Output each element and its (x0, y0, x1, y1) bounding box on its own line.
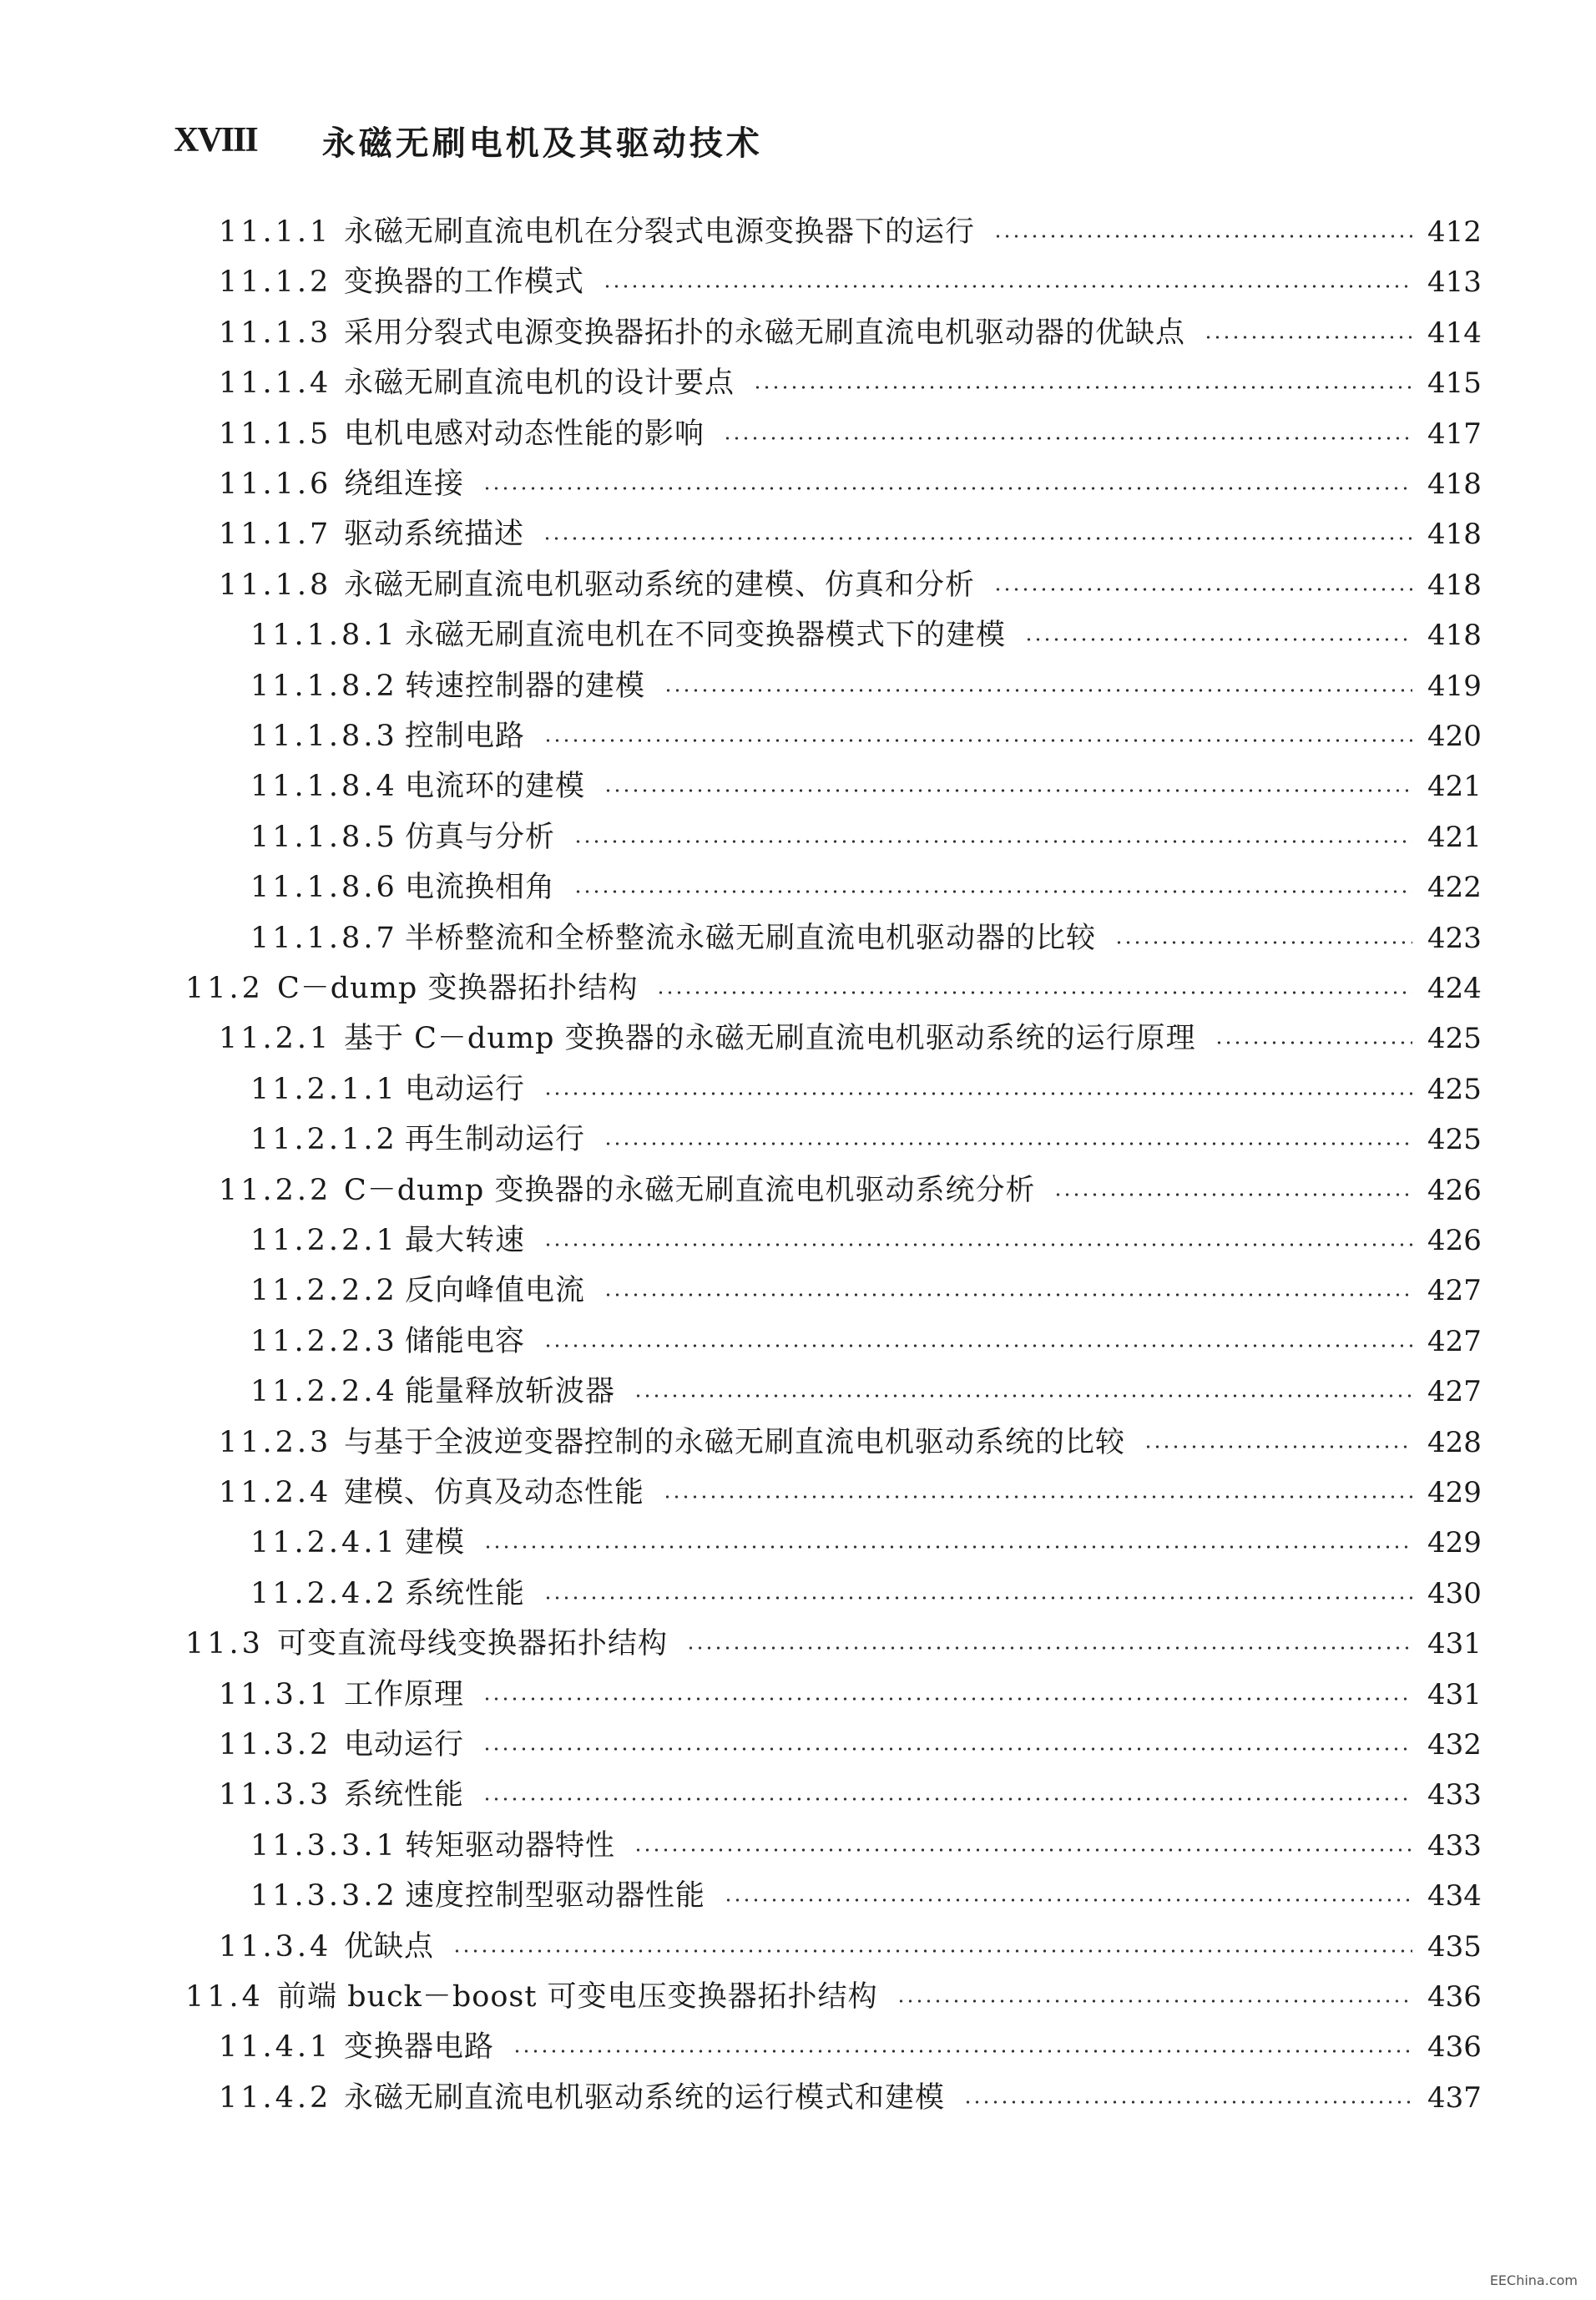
toc-section-number: 11.1.8.1 (250, 619, 398, 653)
toc-entry[interactable] (250, 1871, 1482, 1921)
toc-entry[interactable] (250, 711, 1482, 761)
toc-entry[interactable] (250, 812, 1482, 862)
toc-section-title: 与基于全波逆变器控制的永磁无刷直流电机驱动系统的比较 (344, 1425, 1126, 1459)
toc-section-title: 转速控制器的建模 (405, 669, 646, 703)
toc-section-title: C－dump 变换器拓扑结构 (277, 972, 639, 1005)
toc-section-title: 再生制动运行 (405, 1123, 586, 1157)
toc-page-number: 431 (1427, 1627, 1482, 1661)
toc-page-number: 424 (1427, 972, 1482, 1005)
toc-page-number: 436 (1427, 2030, 1482, 2065)
toc-section-title: C－dump 变换器的永磁无刷直流电机驱动系统分析 (344, 1173, 1036, 1207)
toc-section-title: 驱动系统描述 (344, 518, 525, 552)
toc-entry[interactable] (250, 1064, 1482, 1115)
toc-page-number: 432 (1427, 1728, 1482, 1762)
toc-section-number: 11.2.2.2 (250, 1274, 398, 1308)
toc-page-number: 421 (1427, 770, 1482, 804)
toc-section-number: 11.4.1 (219, 2030, 332, 2065)
toc-dot-leader (482, 1696, 1412, 1702)
toc-page-number: 426 (1427, 1173, 1482, 1207)
toc-section-number: 11.1.1 (219, 215, 332, 249)
toc-section-title: 仿真与分析 (405, 820, 556, 854)
toc-entry[interactable] (250, 661, 1482, 711)
toc-section-title: 能量释放斩波器 (405, 1375, 616, 1409)
toc-section-number: 11.2.1.1 (250, 1072, 398, 1106)
toc-section-number: 11.2.1.2 (250, 1123, 398, 1157)
toc-page-number: 418 (1427, 468, 1482, 501)
toc-section-number: 11.2.2.4 (250, 1375, 398, 1409)
toc-section-number: 11.3.3 (219, 1778, 332, 1812)
toc-entry[interactable] (219, 1014, 1482, 1064)
toc-page-number: 430 (1427, 1576, 1482, 1610)
toc-section-title: 永磁无刷直流电机驱动系统的建模、仿真和分析 (344, 568, 976, 602)
toc-entry[interactable] (250, 1115, 1482, 1165)
toc-page-number: 417 (1427, 417, 1482, 451)
toc-dot-leader (604, 787, 1412, 794)
toc-dot-leader (573, 888, 1412, 895)
toc-section-number: 11.2.2 (219, 1173, 332, 1207)
toc-entry[interactable] (219, 308, 1482, 358)
toc-page-number: 436 (1427, 1980, 1482, 2014)
toc-section-title: 电动运行 (405, 1072, 526, 1106)
toc-dot-leader (483, 1544, 1412, 1550)
toc-page-number: 429 (1427, 1476, 1482, 1509)
toc-entry[interactable] (250, 1518, 1482, 1568)
toc-dot-leader (664, 687, 1412, 694)
toc-dot-leader (452, 1948, 1412, 1954)
toc-page-number: 414 (1427, 316, 1482, 350)
toc-section-title: 半桥整流和全桥整流永磁无刷直流电机驱动器的比较 (405, 921, 1097, 955)
toc-section-number: 11.2.4.2 (250, 1576, 398, 1610)
toc-section-title: 系统性能 (405, 1576, 526, 1610)
toc-dot-leader (634, 1393, 1412, 1399)
toc-dot-leader (1114, 939, 1412, 946)
toc-page-number: 420 (1427, 720, 1482, 753)
toc-section-number: 11.1.6 (219, 468, 332, 501)
toc-section-title: 变换器的工作模式 (344, 265, 585, 300)
toc-section-number: 11.2.4.1 (250, 1526, 398, 1560)
toc-section-number: 11.1.7 (219, 518, 332, 552)
toc-entry[interactable] (219, 1770, 1482, 1820)
toc-entry[interactable] (219, 1418, 1482, 1468)
toc-section-number: 11.2.3 (219, 1425, 332, 1459)
toc-section-title: 电流环的建模 (405, 770, 586, 804)
toc-dot-leader (543, 1090, 1412, 1097)
toc-dot-leader (686, 1645, 1412, 1651)
page-header (174, 115, 763, 165)
toc-section-number: 11.1.2 (219, 265, 332, 300)
toc-dot-leader (482, 1796, 1412, 1802)
toc-entry[interactable] (219, 207, 1482, 257)
toc-entry[interactable] (185, 963, 1482, 1014)
toc-section-title: 电流换相角 (405, 871, 556, 905)
toc-section-title: 绕组连接 (344, 468, 465, 501)
toc-section-title: 可变直流母线变换器拓扑结构 (277, 1627, 669, 1661)
toc-section-title: 转矩驱动器特性 (405, 1828, 616, 1863)
toc-entry[interactable] (250, 1569, 1482, 1619)
toc-entry[interactable] (250, 1821, 1482, 1871)
toc-page-number: 413 (1427, 265, 1482, 300)
toc-section-number: 11.2 (185, 972, 264, 1005)
toc-section-number: 11.3.1 (219, 1677, 332, 1711)
toc-page-number: 434 (1427, 1879, 1482, 1913)
toc-dot-leader (604, 1292, 1412, 1298)
toc-section-number: 11.2.1 (219, 1022, 332, 1056)
toc-page-number: 425 (1427, 1123, 1482, 1157)
toc-page-number: 422 (1427, 871, 1482, 905)
toc-section-title: 反向峰值电流 (405, 1274, 586, 1308)
toc-page-number: 418 (1427, 518, 1482, 552)
toc-dot-leader (543, 1241, 1412, 1248)
toc-section-title: 储能电容 (405, 1324, 526, 1358)
toc-dot-leader (543, 1342, 1412, 1349)
toc-section-title: 工作原理 (344, 1677, 465, 1711)
toc-page-number: 433 (1427, 1778, 1482, 1812)
toc-section-title: 前端 buck－boost 可变电压变换器拓扑结构 (277, 1980, 878, 2014)
toc-dot-leader (1053, 1191, 1412, 1198)
toc-section-title: 永磁无刷直流电机的设计要点 (344, 366, 735, 401)
toc-section-number: 11.1.8.2 (250, 669, 398, 703)
toc-section-number: 11.1.5 (219, 417, 332, 451)
toc-section-title: 变换器电路 (344, 2030, 495, 2065)
toc-dot-leader (724, 1897, 1412, 1903)
toc-dot-leader (604, 1140, 1412, 1147)
toc-entry[interactable] (250, 1266, 1482, 1316)
toc-section-number: 11.2.2.1 (250, 1224, 398, 1257)
toc-section-number: 11.3.3.1 (250, 1828, 398, 1863)
toc-section-number: 11.4 (185, 1980, 264, 2014)
toc-page-number: 433 (1427, 1828, 1482, 1863)
toc-entry[interactable] (219, 2022, 1482, 2072)
toc-section-number: 11.1.8.6 (250, 871, 398, 905)
toc-section-number: 11.1.8.7 (250, 921, 398, 955)
toc-dot-leader (993, 233, 1412, 240)
toc-section-number: 11.1.8 (219, 568, 332, 602)
toc-entry[interactable] (250, 1317, 1482, 1367)
toc-entry[interactable] (219, 1165, 1482, 1216)
toc-entry[interactable] (219, 409, 1482, 459)
toc-page-number: 419 (1427, 669, 1482, 703)
toc-page-number: 425 (1427, 1022, 1482, 1056)
toc-page-number: 426 (1427, 1224, 1482, 1257)
toc-section-title: 基于 C－dump 变换器的永磁无刷直流电机驱动系统的运行原理 (344, 1022, 1196, 1056)
toc-page-number: 423 (1427, 921, 1482, 955)
toc-page-number: 427 (1427, 1375, 1482, 1409)
toc-page-number: 428 (1427, 1425, 1482, 1459)
toc-section-number: 11.2.2.3 (250, 1324, 398, 1358)
toc-dot-leader (543, 1595, 1412, 1601)
toc-section-title: 速度控制型驱动器性能 (405, 1879, 706, 1913)
toc-page-number: 418 (1427, 568, 1482, 602)
toc-entry[interactable] (219, 1468, 1482, 1518)
toc-page-number: 418 (1427, 619, 1482, 653)
page-number: XVIII (174, 121, 257, 159)
toc-page-number: 415 (1427, 366, 1482, 401)
toc-page-number: 431 (1427, 1677, 1482, 1711)
toc-section-number: 11.1.8.4 (250, 770, 398, 804)
toc-section-number: 11.2.4 (219, 1476, 332, 1509)
toc-entry[interactable] (219, 1670, 1482, 1720)
toc-dot-leader (513, 2048, 1412, 2055)
toc-page-number: 421 (1427, 820, 1482, 854)
toc-entry[interactable] (250, 862, 1482, 912)
toc-dot-leader (896, 1998, 1412, 2004)
toc-dot-leader (656, 989, 1412, 996)
toc-dot-leader (1144, 1443, 1412, 1450)
toc-dot-leader (1204, 334, 1412, 341)
toc-dot-leader (963, 2099, 1412, 2105)
toc-page-number: 427 (1427, 1324, 1482, 1358)
toc-entry[interactable] (219, 459, 1482, 509)
toc-page-number: 412 (1427, 215, 1482, 249)
toc-section-title: 最大转速 (405, 1224, 526, 1257)
toc-page-number: 435 (1427, 1929, 1482, 1964)
toc-dot-leader (1024, 636, 1412, 643)
toc-entry[interactable] (250, 1367, 1482, 1417)
watermark: EEChina.com (1489, 2272, 1578, 2288)
toc-dot-leader (723, 435, 1412, 442)
toc-dot-leader (1215, 1039, 1412, 1046)
toc-section-title: 采用分裂式电源变换器拓扑的永磁无刷直流电机驱动器的优缺点 (344, 316, 1186, 350)
toc-entry[interactable] (219, 358, 1482, 408)
toc-section-number: 11.1.8.5 (250, 820, 398, 854)
toc-section-number: 11.1.3 (219, 316, 332, 350)
toc-page-number: 437 (1427, 2080, 1482, 2115)
toc-section-number: 11.3 (185, 1627, 264, 1661)
toc-entry[interactable] (185, 1619, 1482, 1669)
toc-dot-leader (573, 838, 1412, 845)
toc-dot-leader (482, 1746, 1412, 1752)
toc-dot-leader (543, 737, 1412, 744)
toc-section-title: 永磁无刷直流电机在分裂式电源变换器下的运行 (344, 215, 976, 249)
toc-section-number: 11.3.4 (219, 1929, 332, 1964)
toc-section-title: 系统性能 (344, 1778, 465, 1812)
toc-entry[interactable] (219, 1720, 1482, 1770)
toc-dot-leader (993, 586, 1412, 593)
toc-dot-leader (634, 1847, 1412, 1853)
toc-page-number: 425 (1427, 1072, 1482, 1106)
toc-section-title: 控制电路 (405, 720, 526, 753)
toc-entry[interactable] (219, 560, 1482, 610)
toc-section-number: 11.4.2 (219, 2080, 332, 2115)
book-title: 永磁无刷电机及其驱动技术 (321, 124, 763, 163)
toc-section-title: 电机电感对动态性能的影响 (344, 417, 705, 451)
toc-dot-leader (663, 1494, 1412, 1500)
toc-dot-leader (482, 485, 1412, 492)
toc-section-number: 11.1.4 (219, 366, 332, 401)
toc-section-title: 永磁无刷直流电机驱动系统的运行模式和建模 (344, 2080, 946, 2115)
toc-dot-leader (753, 384, 1412, 391)
toc-section-number: 11.3.3.2 (250, 1879, 398, 1913)
toc-entry[interactable] (250, 610, 1482, 660)
toc-entry[interactable] (219, 257, 1482, 307)
toc-entry[interactable] (250, 913, 1482, 963)
toc-section-title: 电动运行 (344, 1728, 465, 1762)
toc-page-number: 427 (1427, 1274, 1482, 1308)
toc-section-title: 优缺点 (344, 1929, 435, 1964)
toc-entry[interactable] (219, 2073, 1482, 2123)
toc-section-title: 建模 (405, 1526, 466, 1560)
toc-entry[interactable] (185, 1972, 1482, 2022)
toc-section-title: 永磁无刷直流电机在不同变换器模式下的建模 (405, 619, 1007, 653)
toc-entry[interactable] (250, 1216, 1482, 1266)
toc-section-title: 建模、仿真及动态性能 (344, 1476, 645, 1509)
toc-section-number: 11.3.2 (219, 1728, 332, 1762)
toc-page-number: 429 (1427, 1526, 1482, 1560)
toc-dot-leader (543, 535, 1412, 542)
toc-dot-leader (603, 283, 1412, 290)
toc-section-number: 11.1.8.3 (250, 720, 398, 753)
toc-entry[interactable] (219, 509, 1482, 559)
toc-entry[interactable] (250, 761, 1482, 811)
toc-entry[interactable] (219, 1922, 1482, 1972)
